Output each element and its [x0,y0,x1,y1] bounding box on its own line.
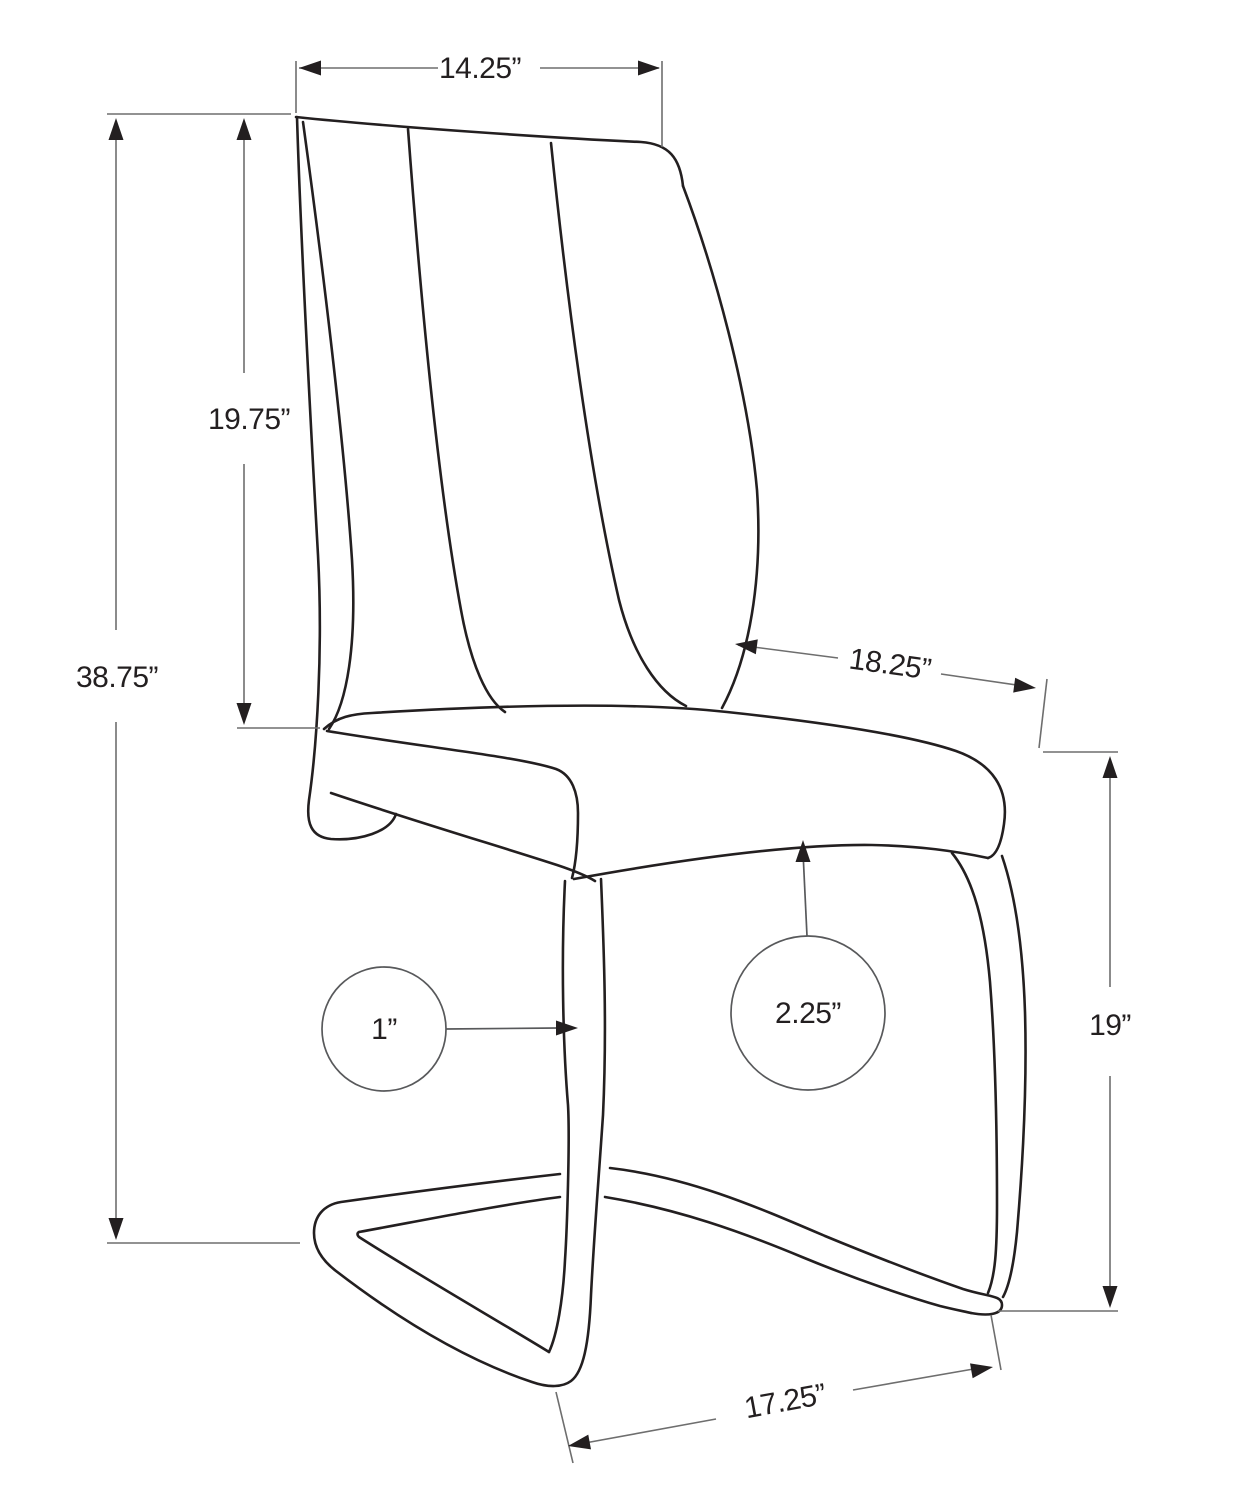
dim-label-cushion-thickness: 2.25” [775,997,841,1030]
base-inner-top-edge [359,1197,560,1232]
arrow-backrest-height-down [237,703,252,725]
dim-label-seat-depth: 18.25” [846,642,933,687]
cushion-thickness-leader [803,852,807,936]
arrow-back-width-right [638,61,660,76]
dim-label-back-width: 14.25” [438,52,522,85]
dimension-lines [107,61,1118,1463]
dim-base-depth-left [574,1419,716,1445]
rear-leg-right-edge [1002,856,1026,1297]
arrow-overall-height-up [109,118,124,140]
seat-top-edge [324,706,1005,858]
tube-diameter-leader [446,1028,558,1029]
rear-runner-top-edge [610,1168,1002,1314]
rear-runner-bottom-edge [605,1197,971,1313]
seat-underside-edge [574,845,988,879]
base-inner-hypotenuse [358,1232,550,1352]
arrow-overall-height-down [109,1218,124,1240]
arrowheads [109,61,1118,1454]
arrow-base-depth-right [970,1360,994,1379]
arrow-tube-diameter [556,1021,578,1036]
dim-label-tube-diameter: 1” [371,1013,397,1046]
ext-seat-depth-right [1039,679,1047,748]
dimension-labels [76,52,1131,1425]
arrow-seat-height-up [1103,756,1118,778]
arrow-cushion-thickness [796,840,811,862]
backrest-seam-3 [551,143,686,706]
arrow-back-width-left [299,61,321,76]
ext-base-depth-right [991,1315,1001,1370]
ext-base-depth-left [556,1392,573,1463]
dim-label-overall-height: 38.75” [75,661,159,694]
backrest-top-edge [296,117,683,186]
front-tube-left-edge [549,881,569,1352]
rear-leg-left-edge [952,853,997,1293]
dim-label-seat-height: 19” [1089,1009,1131,1042]
backrest-seam-2 [408,129,505,712]
dim-label-base-depth: 17.25” [741,1377,829,1426]
arrow-seat-height-down [1103,1286,1118,1308]
chair-outline [296,117,1026,1386]
arrow-seat-depth-right [1013,678,1037,696]
seat-rear-roll-bottom [331,793,595,881]
dim-base-depth-right [853,1367,985,1390]
backrest-front-edge [683,186,758,708]
arrow-backrest-height-up [237,118,252,140]
dim-label-backrest-height: 19.75” [207,403,291,436]
